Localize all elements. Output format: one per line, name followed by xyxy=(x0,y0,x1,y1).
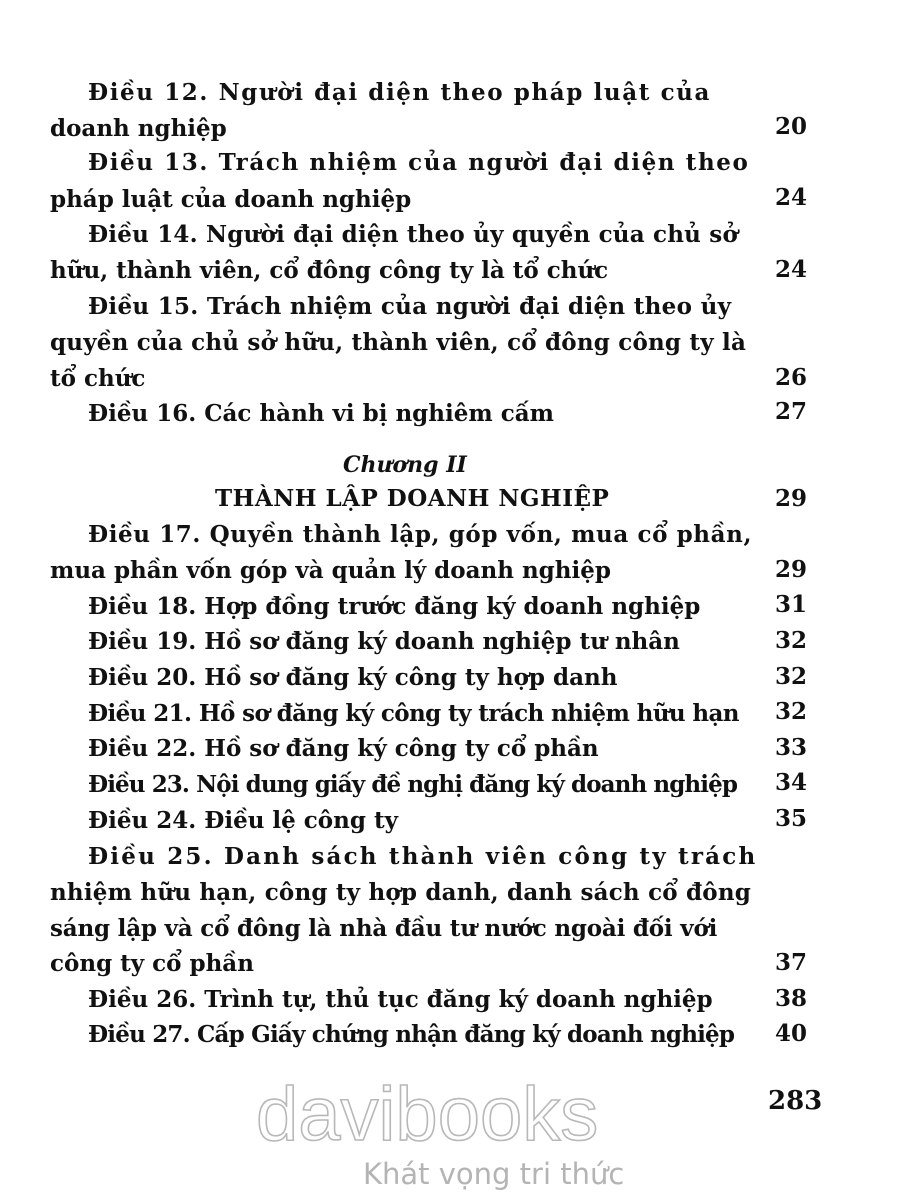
toc-entry-25-line-3: sáng lập và cổ đông là nhà đầu tư nước ngoài đối với xyxy=(50,915,718,942)
toc-page-32c: 32 xyxy=(775,698,808,725)
toc-page-24a: 24 xyxy=(775,184,808,211)
toc-entry-23: Điều 23. Nội dung giấy đề nghị đăng ký doanh nghiệp xyxy=(88,771,737,798)
toc-entry-24: Điều 24. Điều lệ công ty xyxy=(88,807,398,834)
toc-entry-14-line-1: Điều 14. Người đại diện theo ủy quyền của chủ sở xyxy=(88,221,738,248)
toc-entry-17-line-1: Điều 17. Quyền thành lập, góp vốn, mua cổ phần, xyxy=(88,521,753,548)
chapter-title: THÀNH LẬP DOANH NGHIỆP xyxy=(215,485,610,512)
toc-entry-15-line-3: tổ chức xyxy=(50,365,146,392)
toc-entry-12-line-2: doanh nghiệp xyxy=(50,115,227,142)
toc-entry-26: Điều 26. Trình tự, thủ tục đăng ký doanh nghiệp xyxy=(88,986,713,1013)
toc-entry-13-line-2: pháp luật của doanh nghiệp xyxy=(50,186,412,213)
toc-page-31: 31 xyxy=(775,591,808,618)
toc-page-33: 33 xyxy=(775,734,808,761)
toc-entry-20: Điều 20. Hồ sơ đăng ký công ty hợp danh xyxy=(88,664,618,691)
toc-entry-14-line-2: hữu, thành viên, cổ đông công ty là tổ chức xyxy=(50,257,609,284)
toc-page-34: 34 xyxy=(775,769,808,796)
toc-page-29a: 29 xyxy=(775,485,808,512)
toc-entry-16-line-1: Điều 16. Các hành vi bị nghiêm cấm xyxy=(88,400,554,427)
toc-page-38: 38 xyxy=(775,985,808,1012)
chapter-label: Chương II xyxy=(343,452,467,478)
toc-entry-25-line-4: công ty cổ phần xyxy=(50,950,254,977)
toc-entry-17-line-2: mua phần vốn góp và quản lý doanh nghiệp xyxy=(50,557,611,584)
toc-page-24b: 24 xyxy=(775,256,808,283)
toc-entry-15-line-2: quyền của chủ sở hữu, thành viên, cổ đông công ty là xyxy=(50,329,747,356)
toc-page-29b: 29 xyxy=(775,556,808,583)
watermark-brand: davibooks xyxy=(256,1072,599,1157)
toc-entry-19: Điều 19. Hồ sơ đăng ký doanh nghiệp tư nhân xyxy=(88,628,680,655)
watermark-logo xyxy=(248,1072,668,1192)
toc-page-32a: 32 xyxy=(775,627,808,654)
toc-entry-12-line-1: Điều 12. Người đại diện theo pháp luật của xyxy=(88,79,711,106)
toc-page-37: 37 xyxy=(775,949,808,976)
toc-page-27: 27 xyxy=(775,398,808,425)
toc-page-26: 26 xyxy=(775,364,808,391)
toc-page-32b: 32 xyxy=(775,663,808,690)
toc-entry-18: Điều 18. Hợp đồng trước đăng ký doanh nghiệp xyxy=(88,593,701,620)
toc-entry-25-line-2: nhiệm hữu hạn, công ty hợp danh, danh sách cổ đông xyxy=(50,879,752,906)
toc-entry-15-line-1: Điều 15. Trách nhiệm của người đại diện theo ủy xyxy=(88,293,732,320)
toc-entry-13-line-1: Điều 13. Trách nhiệm của người đại diện theo xyxy=(88,149,750,176)
toc-entry-27: Điều 27. Cấp Giấy chứng nhận đăng ký doanh nghiệp xyxy=(88,1021,735,1048)
watermark-tagline: Khát vọng tri thức xyxy=(363,1157,625,1191)
toc-entry-21: Điều 21. Hồ sơ đăng ký công ty trách nhiệm hữu hạn xyxy=(88,700,739,727)
toc-page-35: 35 xyxy=(775,805,808,832)
toc-entry-25-line-1: Điều 25. Danh sách thành viên công ty trách xyxy=(88,843,758,870)
page-number: 283 xyxy=(768,1086,823,1116)
toc-page-40: 40 xyxy=(775,1020,808,1047)
toc-page-20: 20 xyxy=(775,113,808,140)
toc-entry-22: Điều 22. Hồ sơ đăng ký công ty cổ phần xyxy=(88,735,599,762)
